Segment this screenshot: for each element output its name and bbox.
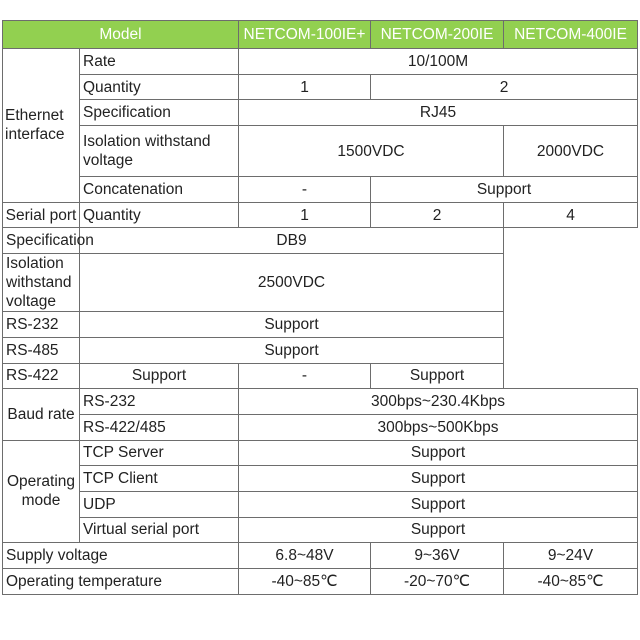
row-label-baud-rs232: RS-232 [80,389,239,415]
spec-table [2,20,638,595]
value-serial-rs232: Support [80,312,504,338]
table-row [3,517,638,543]
table-row [3,177,638,203]
table-row [3,74,638,100]
value-serial-rs422-200: - [239,363,371,389]
table-row [3,337,638,363]
row-label-operating-temperature: Operating temperature [3,569,239,595]
header-netcom-100ie-plus: NETCOM-100IE+ [239,21,371,49]
value-serial-quantity-400: 4 [504,202,638,228]
value-serial-rs422-400: Support [371,363,504,389]
row-label-serial-specification: Specification [3,228,80,254]
value-serial-isolation: 2500VDC [80,254,504,312]
value-temperature-100: -40~85℃ [239,569,371,595]
value-baud-rs232: 300bps~230.4Kbps [239,389,638,415]
row-label-supply-voltage: Supply voltage [3,543,239,569]
value-ethernet-rate: 10/100M [239,49,638,75]
row-label-tcp-server: TCP Server [80,440,239,466]
table-row [3,126,638,177]
table-row [3,49,638,75]
row-label-rs232: RS-232 [3,312,80,338]
row-label-concatenation: Concatenation [80,177,239,203]
table-row [3,543,638,569]
value-temperature-400: -40~85℃ [504,569,638,595]
table-row [3,440,638,466]
value-ethernet-quantity-200-400: 2 [371,74,638,100]
row-label-ethernet-isolation: Isolation withstand voltage [80,126,239,177]
group-operating-mode: Operating mode [3,440,80,543]
value-udp: Support [239,491,638,517]
value-supply-voltage-200: 9~36V [371,543,504,569]
table-row [3,414,638,440]
row-label-serial-quantity: Quantity [80,202,239,228]
header-netcom-200ie: NETCOM-200IE [371,21,504,49]
table-row [3,569,638,595]
value-temperature-200: -20~70℃ [371,569,504,595]
value-supply-voltage-400: 9~24V [504,543,638,569]
value-ethernet-isolation-100-200: 1500VDC [239,126,504,177]
table-row [3,491,638,517]
row-label-udp: UDP [80,491,239,517]
row-label-rate: Rate [80,49,239,75]
group-serial-port: Serial port [3,202,80,228]
value-serial-quantity-200: 2 [371,202,504,228]
value-virtual-serial-port: Support [239,517,638,543]
table-row [3,228,638,254]
value-serial-rs485: Support [80,337,504,363]
table-row [3,312,638,338]
table-row [3,363,638,389]
value-serial-specification: DB9 [80,228,504,254]
value-ethernet-specification: RJ45 [239,100,638,126]
value-concatenation-200-400: Support [371,177,638,203]
row-label-virtual-serial-port: Virtual serial port [80,517,239,543]
header-row [3,21,638,49]
row-label-tcp-client: TCP Client [80,466,239,492]
value-ethernet-quantity-100: 1 [239,74,371,100]
table-row [3,202,638,228]
table-row [3,466,638,492]
row-label-rs485: RS-485 [3,337,80,363]
table-row [3,100,638,126]
value-tcp-client: Support [239,466,638,492]
row-label-serial-isolation: Isolation withstand voltage [3,254,80,312]
value-supply-voltage-100: 6.8~48V [239,543,371,569]
value-tcp-server: Support [239,440,638,466]
value-baud-rs422-485: 300bps~500Kbps [239,414,638,440]
table-row [3,389,638,415]
row-label-ethernet-specification: Specification [80,100,239,126]
row-label-ethernet-quantity: Quantity [80,74,239,100]
value-concatenation-100: - [239,177,371,203]
row-label-rs422: RS-422 [3,363,80,389]
header-model: Model [3,21,239,49]
table-row [3,254,638,312]
group-baud-rate: Baud rate [3,389,80,440]
value-serial-quantity-100: 1 [239,202,371,228]
value-serial-rs422-100: Support [80,363,239,389]
row-label-baud-rs422-485: RS-422/485 [80,414,239,440]
group-ethernet-interface: Ethernet interface [3,49,80,203]
value-ethernet-isolation-400: 2000VDC [504,126,638,177]
header-netcom-400ie: NETCOM-400IE [504,21,638,49]
